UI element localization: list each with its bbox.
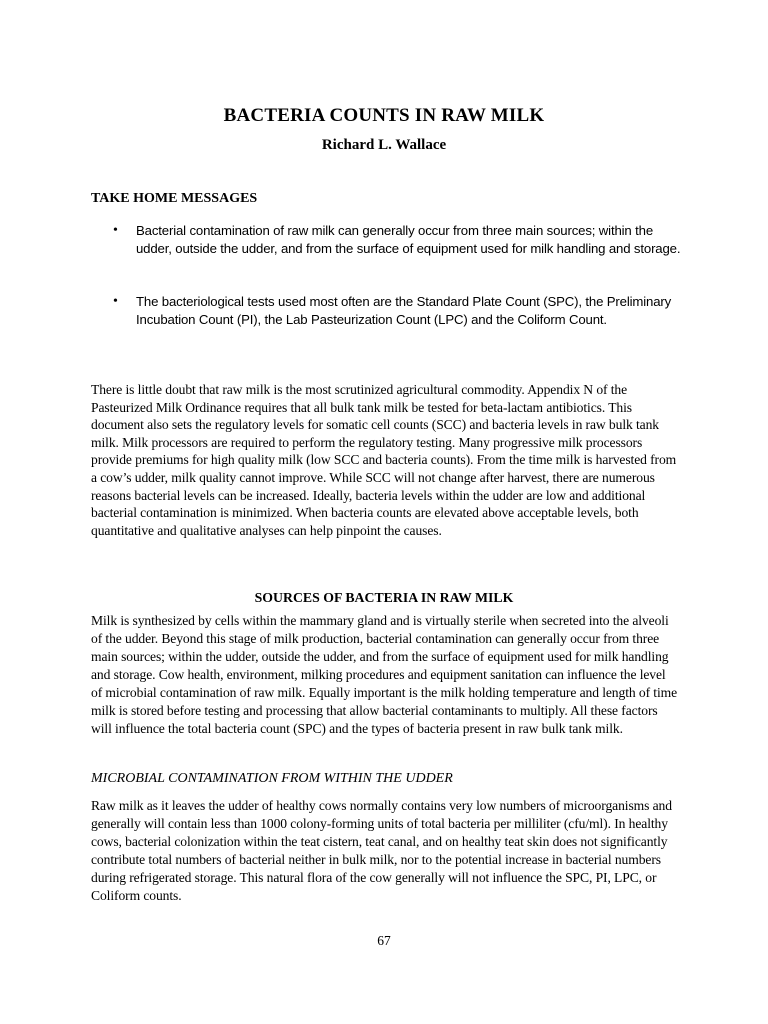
intro-paragraph: There is little doubt that raw milk is the most scrutinized agricultural commodity. Appendix N of the Pasteurized Milk Ordinance requires that all bulk tank milk be tested for beta-lactam antibiotics. This document also sets the regulatory levels for somatic cell counts (SCC) and bacteria levels in raw bulk tank milk. Milk processors are required to perform the regulatory testing. Many progressive milk processors provide premiums for high quality milk (low SCC and bacteria counts). From the time milk is harvested from a cow’s udder, milk quality cannot improve. While SCC will not change after harvest, there are numerous reasons bacterial levels can be increased. Ideally, bacteria levels within the udder are low and additional bacterial contamination is minimized. When bacteria counts are elevated above acceptable levels, both quantitative and qualitative analyses can help pinpoint the causes. (91, 382, 677, 538)
take-home-heading: TAKE HOME MESSAGES (91, 191, 258, 206)
bullet-text: The bacteriological tests used most often are the Standard Plate Count (SPC), the Preliminary Incubation Count (PI), the Lab Pasteurization Count (LPC) and the Coliform Count. (136, 294, 672, 327)
microbial-heading: MICROBIAL CONTAMINATION FROM WITHIN THE UDDER (91, 771, 453, 786)
bullet-text: Bacterial contamination of raw milk can generally occur from three main sources; within the udder, outside the udder, and from the surface of equipment used for milk handling and storage. (136, 223, 681, 256)
sources-paragraph: Milk is synthesized by cells within the mammary gland and is virtually sterile when secreted into the alveoli of the udder. Beyond this stage of milk production, bacterial contamination can generally occur from three main sources; within the udder, outside the udder, and from the surface of equipment used for milk handling and storage. Cow health, environment, milking procedures and equipment sanitation can influence the level of microbial contamination of raw milk. Equally important is the milk holding temperature and length of time milk is stored before testing and processing that allow bacterial contaminants to multiply. All these factors will influence the total bacteria count (SPC) and the types of bacteria present in raw bulk tank milk. (91, 613, 678, 736)
document-author: Richard L. Wallace (321, 137, 447, 153)
bullet-icon: • (113, 223, 118, 238)
microbial-paragraph: Raw milk as it leaves the udder of healthy cows normally contains very low numbers of microorganisms and generally will contain less than 1000 colony-forming units of total bacteria per milliliter (cfu/ml). In healthy cows, bacterial colonization within the teat cistern, teat canal, and on healthy teat skin does not significantly contribute total numbers of bacterial neither in bulk milk, nor to the potential increase in bacterial numbers during refrigerated storage. This natural flora of the cow generally will not influence the SPC, PI, LPC, or Coliform counts. (91, 798, 672, 903)
bullet-icon: • (113, 294, 118, 309)
page-number: 67 (377, 933, 391, 948)
sources-heading: SOURCES OF BACTERIA IN RAW MILK (254, 590, 514, 605)
document-title: BACTERIA COUNTS IN RAW MILK (223, 105, 545, 126)
